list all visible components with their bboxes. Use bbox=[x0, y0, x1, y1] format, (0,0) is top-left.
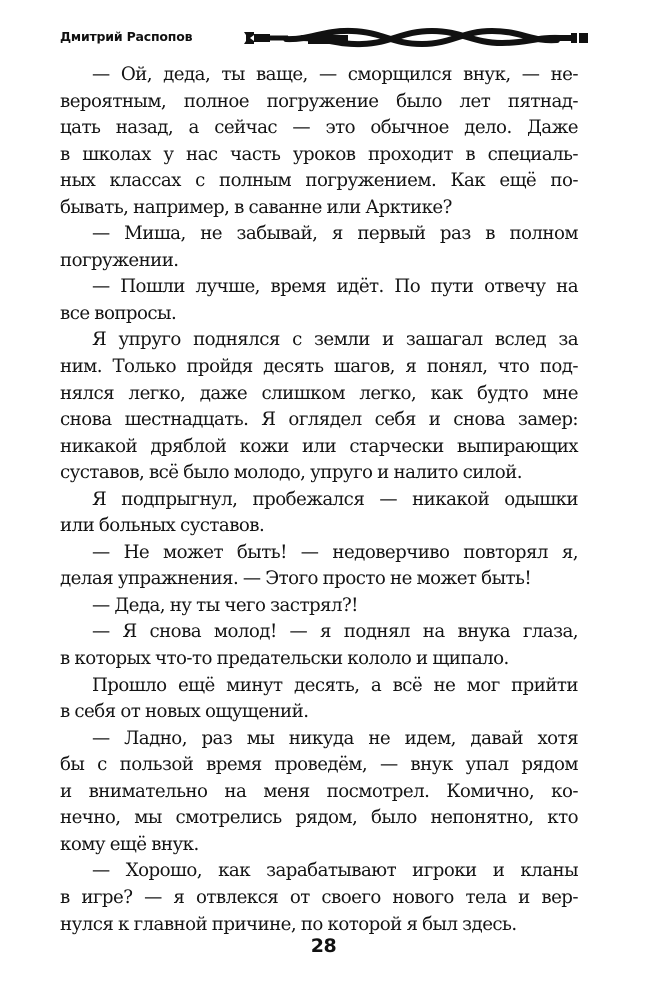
text-line: нечно, мы смотрелись рядом, было непонятно, кто bbox=[60, 807, 578, 829]
text-line: погружении. bbox=[60, 249, 179, 271]
text-line: и внимательно на меня посмотрел. Комично, ко- bbox=[60, 780, 578, 802]
text-line: бы с пользой время проведём, — внук упал рядом bbox=[60, 754, 578, 776]
text-line: все вопросы. bbox=[60, 302, 177, 324]
paragraph bbox=[60, 673, 578, 726]
text-line: ных классах с полным погружением. Как ещё по- bbox=[60, 170, 578, 192]
paragraph bbox=[60, 593, 578, 620]
paragraph bbox=[60, 540, 578, 593]
text-line: цать назад, а сейчас — это обычное дело. Даже bbox=[60, 117, 578, 139]
text-line: вероятным, полное погружение было лет пятнад- bbox=[60, 90, 578, 112]
text-line: — Пошли лучше, время идёт. По пути отвечу на bbox=[92, 276, 578, 298]
paragraph bbox=[60, 858, 578, 938]
paragraph bbox=[60, 726, 578, 859]
text-line: Я подпрыгнул, пробежался — никакой одышки bbox=[92, 488, 578, 510]
page-number: 28 bbox=[310, 935, 337, 957]
paragraph bbox=[60, 274, 578, 327]
text-line: — Хорошо, как зарабатывают игроки и кланы bbox=[92, 860, 578, 882]
text-line: бывать, например, в саванне или Арктике? bbox=[60, 196, 452, 218]
paragraph bbox=[60, 327, 578, 486]
paragraph bbox=[60, 62, 578, 221]
text-line: — Деда, ну ты чего застрял?! bbox=[92, 594, 358, 616]
text-line: снова шестнадцать. Я оглядел себя и снова замер: bbox=[60, 409, 578, 431]
running-header bbox=[60, 26, 590, 52]
twisted-rope-ornament-icon bbox=[242, 26, 590, 50]
text-line: никакой дряблой кожи или старчески выпирающих bbox=[60, 435, 578, 457]
text-line: — Миша, не забывай, я первый раз в полном bbox=[92, 223, 578, 245]
text-line: нялся легко, даже слишком легко, как будто мне bbox=[60, 382, 578, 404]
paragraph bbox=[60, 619, 578, 672]
text-line: — Ладно, раз мы никуда не идем, давай хотя bbox=[92, 727, 578, 749]
paragraph bbox=[60, 487, 578, 540]
text-line: делая упражнения. — Этого просто не может быть! bbox=[60, 568, 532, 590]
author-name: Дмитрий Распопов bbox=[60, 29, 193, 44]
text-line: или больных суставов. bbox=[60, 515, 265, 537]
page-body bbox=[60, 62, 578, 938]
text-line: в школах у нас часть уроков проходит в специаль- bbox=[60, 143, 578, 165]
text-line: в себя от новых ощущений. bbox=[60, 701, 309, 723]
text-line: в которых что-то предательски кололо и щипало. bbox=[60, 648, 509, 670]
text-line: — Я снова молод! — я поднял на внука глаза, bbox=[92, 621, 578, 643]
text-line: Я упруго поднялся с земли и зашагал вслед за bbox=[92, 329, 578, 351]
text-line: нулся к главной причине, по которой я был здесь. bbox=[60, 913, 517, 935]
paragraph bbox=[60, 221, 578, 274]
text-line: — Ой, деда, ты ваще, — сморщился внук, — не- bbox=[92, 64, 578, 85]
text-line: — Не может быть! — недоверчиво повторял я, bbox=[92, 541, 578, 563]
text-line: кому ещё внук. bbox=[60, 833, 199, 855]
text-line: в игре? — я отвлекся от своего нового тела и вер- bbox=[60, 886, 578, 908]
text-line: ним. Только пройдя десять шагов, я понял, что под- bbox=[60, 356, 578, 378]
text-line: суставов, всё было молодо, упруго и налито силой. bbox=[60, 462, 522, 484]
text-line: Прошло ещё минут десять, а всё не мог прийти bbox=[92, 674, 578, 696]
